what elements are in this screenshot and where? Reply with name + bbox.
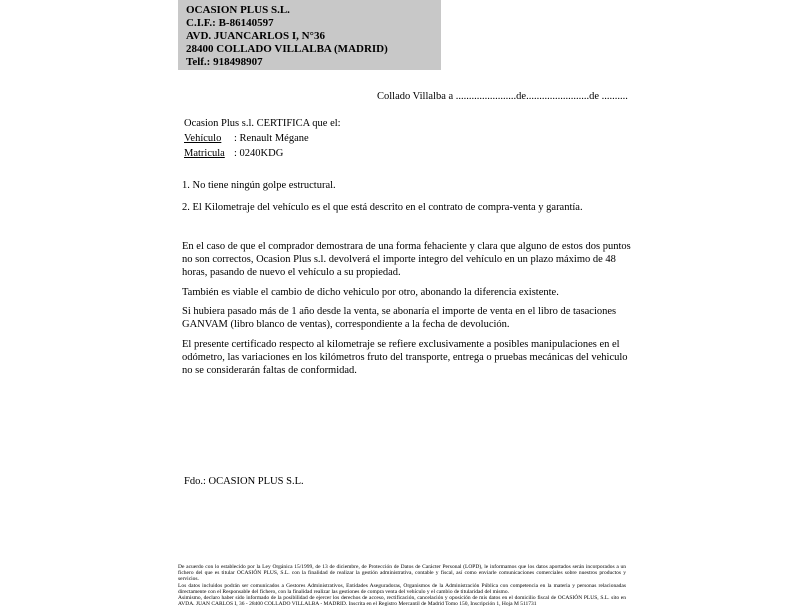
company-cif: C.I.F.: B-86140597 bbox=[186, 17, 274, 29]
legal-paragraph-2: Los datos incluidos podrán ser comunicados a Gestores Administrativos, Entidades Aseguradoras, Organismos de la Administración Pública con competencia en la materia y personas relacionadas directamente con el Responsable del fichero, con la finalidad realizar las gestiones de compra venta del vehículo y el cambio de titularidad del mismo. bbox=[178, 582, 626, 595]
certification-block bbox=[184, 116, 341, 161]
company-letterhead bbox=[178, 0, 441, 70]
paragraph-vehicle-exchange: También es viable el cambio de dicho vehiculo por otro, abonando la diferencia existente. bbox=[182, 287, 559, 298]
company-name: OCASION PLUS S.L. bbox=[186, 4, 290, 16]
certify-intro: Ocasion Plus s.l. CERTIFICA que el: bbox=[184, 118, 341, 129]
paragraph-odometer-disclaimer: El presente certificado respecto al kilometraje se refiere exclusivamente a posibles manipulaciones en el odómetro, las variaciones en los kilómetros fruto del transporte, entrega o pruebas mecánicas del vehiculo no se considerarán faltas de conformidad. bbox=[182, 339, 628, 376]
point-1: 1. No tiene ningún golpe estructural. bbox=[182, 180, 336, 191]
paragraph-refund-conditions: En el caso de que el comprador demostrara de una forma fehaciente y clara que alguno de estos dos puntos no son correctos, Ocasion Plus s.l. devolverá el importe integro del vehículo en un plazo máximo de 48 horas, pasando de nuevo el vehículo a su propiedad. bbox=[182, 241, 631, 278]
signature-line: Fdo.: OCASION PLUS S.L. bbox=[184, 476, 304, 487]
vehicle-label: Vehículo bbox=[184, 133, 222, 144]
company-address: AVD. JUANCARLOS I, N°36 bbox=[186, 30, 325, 42]
point-2: 2. El Kilometraje del vehículo es el que está descrito en el contrato de compra-venta y garantía. bbox=[182, 202, 583, 213]
company-city: 28400 COLLADO VILLALBA (MADRID) bbox=[186, 43, 388, 55]
vehicle-line bbox=[184, 131, 341, 146]
date-line: Collado Villalba a .......................de........................de .......... bbox=[377, 91, 628, 102]
plate-line bbox=[184, 146, 341, 161]
certified-points bbox=[182, 179, 632, 223]
paragraph-ganvam-valuation: Si hubiera pasado más de 1 año desde la venta, se abonaría el importe de venta en el libro de tasaciones GANVAM (libro blanco de ventas), correspondiente a la fecha de devolución. bbox=[182, 306, 617, 330]
legal-paragraph-1: De acuerdo con lo establecido por la Ley Orgánica 15/1999, de 13 de diciembre, de Protección de Datos de Carácter Personal (LOPD), le informamos que los datos aportados serán incorporados a un fichero del que es titular OCASIÓN PLUS, S.L. con la finalidad de realizar la gestión administrativa, contable y fiscal, así como enviarle comunicaciones comerciales sobre nuestros productos y servicios. bbox=[178, 564, 626, 583]
plate-value: : 0240KDG bbox=[234, 148, 284, 159]
plate-label: Matricula bbox=[184, 148, 225, 159]
legal-paragraph-3: Asimismo, declaro haber sido informado de la posibilidad de ejercer los derechos de acceso, rectificación, cancelación y oposición de mis datos en el domicilio fiscal de OCASIÓN PLUS, S.L. sito en AVDA. JUAN CARLOS I, 36 - 28400 COLLADO VILLALBA - MADRID. Inscrita en el Registro Mercantil de Madrid Tomo 150, Inscripción 1, Hoja M 511731 bbox=[178, 595, 626, 607]
vehicle-value: : Renault Mégane bbox=[234, 133, 309, 144]
legal-footer bbox=[178, 564, 626, 607]
company-phone: Telf.: 918498907 bbox=[186, 56, 263, 68]
